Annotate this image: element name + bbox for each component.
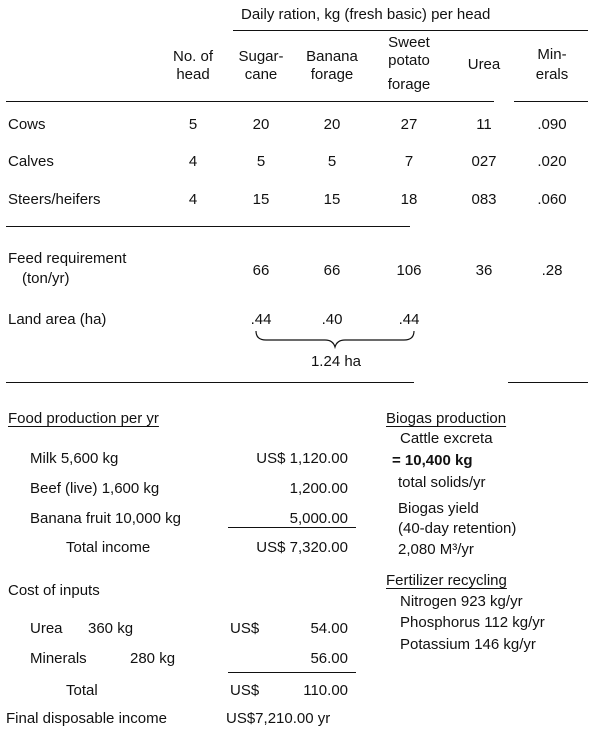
col-sweet-potato-line2: potato [388, 52, 430, 69]
food-item-milk-value: US$ 1,120.00 [256, 450, 348, 467]
feed-sugarcane: 66 [252, 262, 270, 279]
biogas-line-2: = 10,400 kg [392, 452, 473, 469]
cell-calves-minerals: .020 [537, 153, 567, 170]
cell-steers-banana: 15 [323, 191, 341, 208]
food-item-beef-value: 1,200.00 [289, 480, 348, 497]
food-total-value: US$ 7,320.00 [256, 539, 348, 556]
ration-group-header: Daily ration, kg (fresh basic) per head [241, 6, 491, 23]
food-item-banana-label: Banana fruit 10,000 kg [30, 510, 181, 527]
col-head-line2: head [176, 66, 210, 83]
cell-steers-urea: 083 [471, 191, 497, 208]
feed-minerals: .28 [541, 262, 563, 279]
fertilizer-phosphorus: Phosphorus 112 kg/yr [400, 614, 545, 631]
col-sweet-potato-line1: Sweet [388, 34, 430, 51]
land-banana: .40 [321, 311, 343, 328]
cell-cows-banana: 20 [323, 116, 341, 133]
cost-urea-qty: 360 kg [88, 620, 134, 637]
col-head-line1: No. of [172, 48, 214, 65]
cost-urea-currency: US$ [230, 620, 260, 637]
feed-requirement-label-line1: Feed requirement [8, 250, 127, 267]
biogas-line-3: total solids/yr [398, 474, 486, 491]
food-total-rule [228, 527, 356, 528]
row-label-cows: Cows [8, 116, 46, 133]
cell-steers-sweet-potato: 18 [400, 191, 418, 208]
biogas-line-6: 2,080 M³/yr [398, 541, 474, 558]
col-urea: Urea [467, 56, 501, 73]
cell-cows-sugarcane: 20 [252, 116, 270, 133]
cell-cows-head: 5 [188, 116, 198, 133]
section-rule-left [6, 382, 414, 383]
row-label-steers: Steers/heifers [8, 191, 101, 208]
food-total-label: Total income [66, 539, 151, 556]
land-area-total: 1.24 ha [310, 353, 362, 370]
col-banana-line2: forage [310, 66, 354, 83]
cost-total-label: Total [66, 682, 98, 699]
fertilizer-potassium: Potassium 146 kg/yr [400, 636, 536, 653]
cost-total-currency: US$ [230, 682, 260, 699]
cost-minerals-qty: 280 kg [130, 650, 176, 667]
col-minerals-line2: erals [535, 66, 569, 83]
cell-cows-sweet-potato: 27 [400, 116, 418, 133]
cell-cows-urea: 11 [476, 116, 492, 133]
cost-minerals-label: Minerals [30, 650, 87, 667]
cost-minerals-value: 56.00 [310, 650, 348, 667]
final-income-value: US$7,210.00 yr [226, 710, 331, 727]
food-item-banana-value: 5,000.00 [289, 510, 348, 527]
section-rule-right [508, 382, 588, 383]
biogas-line-5: (40-day retention) [398, 520, 517, 537]
land-area-label: Land area (ha) [8, 311, 107, 328]
cell-calves-urea: 027 [471, 153, 497, 170]
cost-urea-value: 54.00 [310, 620, 348, 637]
cell-calves-banana: 5 [327, 153, 337, 170]
biogas-line-1: Cattle excreta [400, 430, 493, 447]
cell-cows-minerals: .090 [537, 116, 567, 133]
final-income-label: Final disposable income [6, 710, 167, 727]
land-sweet-potato: .44 [398, 311, 420, 328]
fertilizer-title: Fertilizer recycling [386, 572, 507, 589]
row-label-calves: Calves [8, 153, 54, 170]
feed-urea: 36 [475, 262, 493, 279]
col-sweet-potato-line3: forage [387, 76, 431, 93]
biogas-title: Biogas production [386, 410, 507, 427]
col-banana-line1: Banana [306, 48, 358, 65]
cost-total-value: 110.00 [303, 682, 348, 699]
cell-steers-minerals: .060 [537, 191, 567, 208]
cell-steers-head: 4 [188, 191, 198, 208]
cell-calves-sugarcane: 5 [256, 153, 266, 170]
cost-urea-label: Urea [30, 620, 63, 637]
cost-total-rule [228, 672, 356, 673]
feed-requirement-label-line2: (ton/yr) [22, 270, 70, 287]
biogas-line-4: Biogas yield [398, 500, 479, 517]
land-sugarcane: .44 [250, 311, 272, 328]
food-item-milk-label: Milk 5,600 kg [30, 450, 119, 467]
cell-steers-sugarcane: 15 [252, 191, 270, 208]
food-production-title: Food production per yr [8, 410, 159, 427]
cell-calves-head: 4 [188, 153, 198, 170]
cost-of-inputs-title: Cost of inputs [8, 582, 100, 599]
food-item-beef-label: Beef (live) 1,600 kg [30, 480, 160, 497]
cell-calves-sweet-potato: 7 [404, 153, 414, 170]
col-minerals-line1: Min- [537, 46, 567, 63]
feed-banana: 66 [323, 262, 341, 279]
col-sugarcane-line2: cane [244, 66, 278, 83]
fertilizer-nitrogen: Nitrogen 923 kg/yr [400, 593, 523, 610]
feed-sweet-potato: 106 [396, 262, 422, 279]
col-sugarcane-line1: Sugar- [238, 48, 284, 65]
